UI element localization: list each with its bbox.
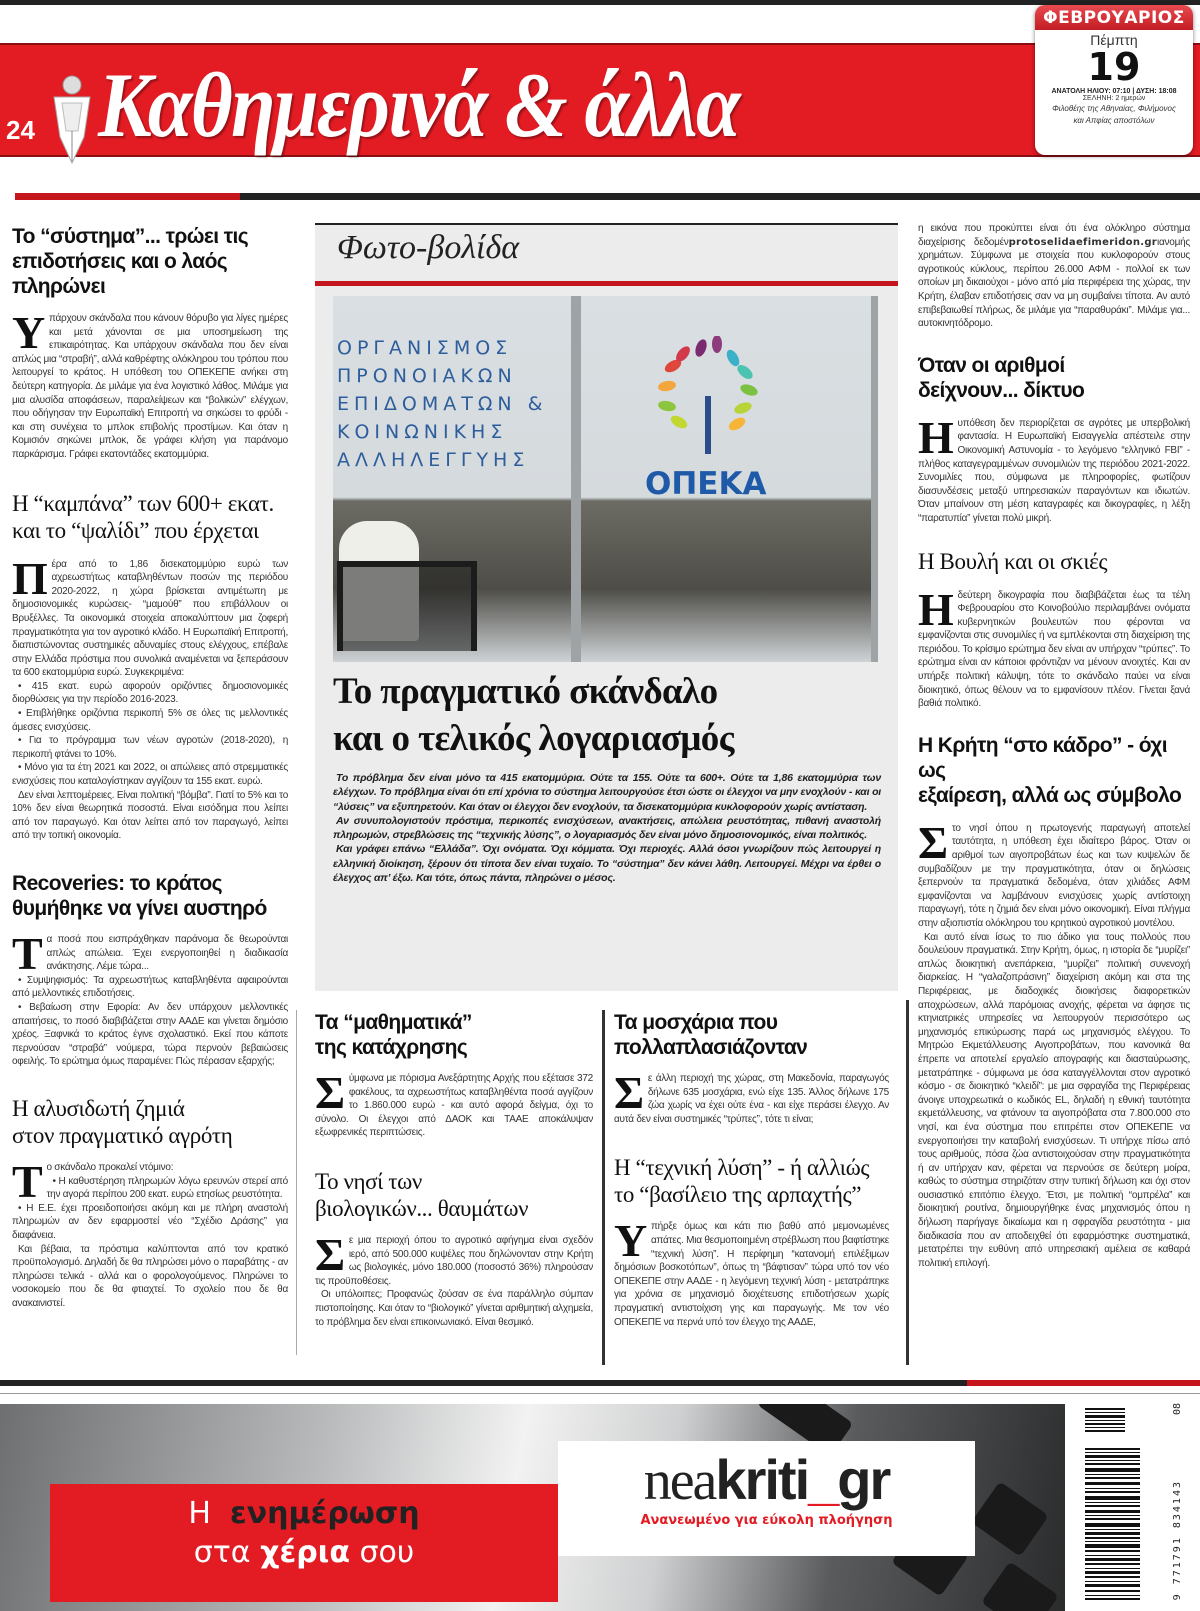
article bbox=[12, 490, 288, 843]
article-heading: Η “τεχνική λύση” - ή αλλιώς το “βασίλειο της αρπαχτής” bbox=[614, 1155, 870, 1208]
dropcap: Η bbox=[918, 411, 954, 463]
article-heading: Η Βουλή και οι σκιές bbox=[918, 548, 1108, 574]
column-divider bbox=[906, 1000, 909, 1365]
fountain-pen-icon bbox=[50, 75, 94, 165]
barcode-digits: 9 771791 834143 bbox=[1172, 1480, 1183, 1601]
article bbox=[12, 1095, 288, 1311]
article-body: Σ ε άλλη περιοχή της χώρας, στη Μακεδονία, παραγωγός δήλωνε 635 μοσχάρια, ενώ είχε 135. Άλλος δήλωνε 175 ζώα χωρίς να έχει ούτε ένα - και είχε περάσει έλεγχο. Αν αυτά δεν είναι συστημικές “τρύπες”, τότε τι είναι; bbox=[614, 1067, 889, 1125]
column-divider bbox=[602, 1010, 605, 1365]
article-body: Τ α ποσά που εισπράχθηκαν παράνομα δε θεωρούνται απλώς απώλεια. Έχει ενεργοποιηθεί η διαδικασία ανάκτησης. Λέμε τώρα... • Συμψηφισμός: Τα αχρεωστήτως καταβληθέντα αφαιρούνται από μελλοντικές επιδοτήσεις. • Βεβαίωση στην Εφορία: Αν δεν υπάρχουν μελλοντικές απαιτήσεις, το ποσό διαβιβάζεται στην ΑΑΔΕ και γίνεται δημόσιο χρέος. Ξαφνικά το κράτος έγινε σχολαστικό. Εκεί που κάποτε περνούσαν “στραβά” νούμερα, τώρα περνούν βεβαιώσεις οφειλής. Το ερώτημα όμως παραμένει: Πώς πέρασαν εξαρχής; bbox=[12, 928, 288, 1068]
continued-text: η εικόνα που προκύπτει είναι ότι ένα ολόκληρο σύστημα διαχείρισης δεδομένprotoselidaefimeridon.grιανομής χρημάτων. Σύμφωνα με στοιχεία που κυκλοφορούν στους αγροτικούς κύκλους, περίπου 26.000 ΑΦΜ - πολλοί εκ των οποίων μη δικαιούχοι - μόνο από μία περιφέρεια της χώρας, την Κρήτη, έλαβαν επιδοτήσεις σαν να μη συμβαίνει τίποτα. Αν αυτό επιβεβαιωθεί πλήρως, δε μιλάμε για “παραθυράκι”. Μιλάμε για... αυτοκινητόδρομο. bbox=[918, 223, 1190, 330]
dropcap: Π bbox=[12, 552, 48, 604]
calendar-month: ΦΕΒΡΟΥΑΡΙΟΣ bbox=[1035, 5, 1193, 30]
mid-right-column bbox=[614, 1010, 889, 1329]
feature-box bbox=[315, 223, 898, 991]
name-day-1: Φιλοθέης της Αθηναίας, Φιλήμονος bbox=[1052, 104, 1176, 113]
article-heading: Η Κρήτη “στο κάδρο” - όχι ως εξαίρεση, αλλά ως σύμβολο bbox=[918, 733, 1182, 807]
article bbox=[12, 224, 288, 462]
article-body: Σ το νησί όπου η πρωτογενής παραγωγή αποτελεί ταυτότητα, η υπόθεση έχει ιδιαίτερο βάρος. Όταν οι αριθμοί των αιγοπροβάτων έως και των κυψελών δε συμβαδίζουν με την πραγματικότητα, όταν οι δηλώσεις ξεπερνούν τα πραγματικά δεδομένα, όταν χιλιάδες ΑΦΜ εμφανίζονται να λαμβάνουν ενισχύσεις χωρίς αντίστοιχη παραγωγή, τότε η ζημιά δεν είναι μόνο οικονομική. Είναι πλήγμα στην αξιοπιστία ολόκληρου του κρητικού αγροτικού μοντέλου. Και αυτό είναι ίσως το πιο άδικο για τους πολλούς που δουλεύουν πραγματικά. Στην Κρήτη, όμως, η ιστορία δε “μυρίζει” απλώς διοικητική ανεπάρκεια, “μυρίζει” πολιτική συνενοχή διαρκείας. Η “γαλαζοπράσινη” διαχείριση ακόμη και στα της Περιφέρειας, με διαδοχικές διοικήσεις διαφορετικών αποχρώσεων, αλλά παρόμοιας ανοχής, φέρεται να άφησε τις κτηνιατρικές υπηρεσίες να λειτουργούν περισσότερο ως μηχανισμός επικύρωσης παρά ως μηχανισμός ελέγχου. Το Μητρώο Εκμετάλλευσης Αιγοπροβάτων, που κανονικά θα έπρεπε να αποτελεί εργαλείο απογραφής και διασταύρωσης, μετατράπηκε - σύμφωνα με όσα καταγγέλλονται στον αγροτικό κόσμο - σε διοικητικό “κλειδί”: με μια σφραγίδα της Περιφέρειας άνοιγε υποχρεωτικά ο κωδικός EL, δηλαδή η εθνική ταυτότητα εκμετάλλευσης, να φτάνουν τα αιγοπρόβατα στα 7.800.000 στο νησί, και ένα σύστημα που επιτρέπει στον ΟΠΕΚΕΠΕ να ενεργοποιήσει την καταβολή ενισχύσεων. Τι υπήρχε πίσω από τους αριθμούς, πόσα ζώα αντιστοιχούσαν στην πραγματικότητα ή αν υπήρχαν καν, φέρεται να περνούσε σε δεύτερη μοίρα, καθώς το σύστημα στηριζόταν στην τυπική δήλωση και όχι στον ουσιαστικό επιτόπιο έλεγχο. Έτσι, με πολιτική “ομπρέλα” και διοικητική ρουτίνα, δημιουργήθηκε ένας μηχανισμός όπου η δήλωση παρήγαγε δικαίωμα και η σφραγίδα ρευστότητα - μια διαδικασία που αν αποδειχθεί ότι εφαρμόστηκε συστηματικά, μετατρέπει την ευθύνη από υπηρεσιακή αμέλεια σε καθαρά πολιτική επιλογή. bbox=[918, 816, 1190, 1269]
article bbox=[12, 871, 288, 1069]
opeka-tree-logo-icon bbox=[653, 336, 763, 456]
section-divider bbox=[15, 193, 1200, 200]
article-body: Υ πάρχουν σκάνδαλα που κάνουν θόρυβο για λίγες ημέρες και μετά χάνονται σε μια υποσημείωση της επικαιρότητας. Και υπάρχουν σκάνδαλα που δεν είναι απλώς μια “στραβή”, αλλά καθρέφτης ολόκληρου του τρόπου που λειτουργεί το κράτος. Η υπόθεση του ΟΠΕΚΕΠΕ ανήκει στη δεύτερη κατηγορία. Δε μιλάμε για ένα λογιστικό λάθος. Μιλάμε για μια αλυσίδα αποφάσεων, παραλείψεων και “βολικών” ελέγχων, που οδήγησαν την Ευρωπαϊκή Επιτροπή να σηκώσει το φρύδι - και στη συνέχεια το μπλοκ επιβολής προστίμων. Και όταν η Κομισιόν σηκώνει μπλοκ, δε γράφει κλήση για παράνομο παρκάρισμα. Γράφει εκατοντάδες εκατομμύρια. bbox=[12, 307, 288, 460]
dropcap: Υ bbox=[12, 307, 45, 358]
dropcap: Υ bbox=[614, 1215, 647, 1267]
article-heading: Η “καμπάνα” των 600+ εκατ. και το “ψαλίδι” που έρχεται bbox=[12, 490, 274, 543]
article-heading: Τα μοσχάρια που πολλαπλασιάζονταν bbox=[614, 1011, 808, 1059]
sign-organization-name: ΟΡΓΑΝΙΣΜΟΣ ΠΡΟΝΟΙΑΚΩΝ ΕΠΙΔΟΜΑΤΩΝ & ΚΟΙΝΩΝΙΚΗΣ ΑΛΛΗΛΕΓΓΥΗΣ bbox=[337, 337, 548, 471]
brand-logo: neakriti_gr bbox=[643, 1448, 890, 1512]
dropcap: Σ bbox=[315, 1067, 345, 1118]
sunrise-sunset: ΑΝΑΤΟΛΗ ΗΛΙΟΥ: 07:10 | ΔΥΣΗ: 18:08 bbox=[1051, 88, 1177, 95]
window-frame bbox=[571, 296, 581, 662]
dropcap: Σ bbox=[614, 1067, 644, 1118]
dropcap: Τ bbox=[12, 928, 43, 979]
feature-headline: Το πραγματικό σκάνδαλο και ο τελικός λογαριασμός bbox=[333, 671, 734, 759]
article-body: Σ ε μια περιοχή όπου το αγροτικό αφήγημα είναι σχεδόν ιερό, από 500.000 κυψέλες που δηλώνονταν στην Κρήτη ως βιολογικές, μόνο 180.000 (ποσοστό 36%) πληρούσαν τις προϋποθέσεις. Οι υπόλοιπες; Προφανώς ζούσαν σε ένα παράλληλο σύμπαν πιστοποίησης. Και όταν το “βιολογικό” γίνεται αριθμητική αλχημεία, το πρόβλημα δεν είναι επικοινωνιακό. Είναι θεσμικό. bbox=[315, 1228, 593, 1328]
article bbox=[315, 1010, 593, 1140]
article bbox=[614, 1154, 889, 1329]
article-heading: Όταν οι αριθμοί δείχνουν... δίκτυο bbox=[918, 353, 1085, 402]
ad-tagline: Ανανεωμένο για εύκολη πλοήγηση bbox=[640, 1513, 893, 1528]
window-frame bbox=[871, 296, 878, 662]
keyboard-key bbox=[971, 1481, 1049, 1556]
article-body: Τ ο σκάνδαλο προκαλεί ντόμινο: • Η καθυστέρηση πληρωμών λόγω ερευνών στερεί από την αγορά περίπου 200 εκατ. ευρώ ετησίως ρευστότητα. • Η Ε.Ε. έχει προειδοποιήσει ακόμη και με πλήρη αναστολή πληρωμών αν δεν εφαρμοστεί νέο “Σχέδιο Δράσης” για διαφάνεια. Και βέβαια, τα πρόστιμα καλύπτονται από τον κρατικό προϋπολογισμό. Δηλαδή δε θα πληρώσει μόνο ο παραβάτης - αν πληρώσει τελικά - αλλά και ο φορολογούμενος. Πληρώνει το νοσοκομείο που δε θα φτιαχτεί. Το σχολείο που δε θα ανακαινιστεί. bbox=[12, 1155, 288, 1309]
bottom-divider bbox=[0, 1380, 1200, 1386]
watermark: protoselidaefimeridon.gr bbox=[1008, 236, 1158, 248]
article-body: Η δεύτερη δικογραφία που διαβιβάζεται έως τα τέλη Φεβρουαρίου στο Κοινοβούλιο περιλαμβάνει ονόματα κυβερνητικών βουλευτών που φέρονται να εμφανίζονται στις συνομιλίες ή να εμπλέκονται στη διαχείριση της περιόδου. Το κρίσιμο ερώτημα δεν είναι αν υπήρχαν “τρύπες”. Το ερώτημα είναι αν κάποιοι φρόντιζαν να μένουν ανοιχτές. Και αν υπήρξε πολιτική κάλυψη, τότε το σκάνδαλο παύει να είναι διοικητικό, όπως θέλουν να το εμφανίσουν πλέον. Γίνεται ξανά βαθιά πολιτικό. bbox=[918, 583, 1190, 710]
mid-left-column bbox=[315, 1010, 593, 1329]
article-heading: Τα “μαθηματικά” της κατάχρησης bbox=[315, 1011, 472, 1059]
right-column bbox=[918, 222, 1190, 1270]
dropcap: Σ bbox=[315, 1228, 345, 1280]
article bbox=[315, 1168, 593, 1329]
left-column bbox=[12, 224, 288, 1310]
article bbox=[918, 548, 1190, 711]
article-body: Π έρα από το 1,86 δισεκατομμύριο ευρώ των αχρεωστήτως καταβληθέντων ποσών της περιόδου 2020-2022, η χώρα βρίσκεται αντιμέτωπη με δημοσιονομικές κυρώσεις- “μαμούθ” που επιβάλλουν οι Βρυξέλλες. Τα οικονομικά στοιχεία αποκαλύπτουν μια ζοφερή πραγματικότητα για τον αγροτικό κλάδο. Η Ευρωπαϊκή Επιτροπή, διαπιστώνοντας συστημικές αδυναμίες στους ελέγχους, επέβαλε στην Ελλάδα πρόστιμα που συνολικά αναμένεται να ξεπεράσουν τα 600 εκατομμύρια ευρώ. Συγκεκριμένα: • 415 εκατ. ευρώ αφορούν οριζόντιες δημοσιονομικές διορθώσεις για την περίοδο 2016-2023. • Επιβλήθηκε οριζόντια περικοπή 5% σε όλες τις μελλοντικές άμεσες ενισχύσεις. • Για το πρόγραμμα των νέων αγροτών (2018-2020), η περικοπή φτάνει το 10%. • Μόνο για τα έτη 2021 και 2022, οι απώλειες από στρεμματικές ενισχύσεις που καταλογίστηκαν αγγίζουν τα 155 εκατ. ευρώ. Δεν είναι λεπτομέρειες. Είναι πολιτική “βόμβα”. Γιατί το 5% και το 10% δεν είναι θεωρητικά ποσοστά. Είναι εισόδημα που λείπει από τον παραγωγό. Και όταν λείπει από τον παραγωγό, λείπει από την τοπική οικονομία. bbox=[12, 552, 288, 842]
article-body: Σ ύμφωνα με πόρισμα Ανεξάρτητης Αρχής που εξέτασε 372 φακέλους, τα αχρεωστήτως καταβληθέντα ποσά αγγίζουν το 1.860.000 ευρώ - και αυτό αφορά δείγμα, όχι το σύνολο. Οι έλεγχοι από ΔΑΟΚ και ΤΑΑΕ αποκάλυψαν εξωφρενικές περιπτώσεις. bbox=[315, 1067, 593, 1139]
article bbox=[918, 353, 1190, 526]
top-border bbox=[0, 0, 1200, 5]
article-heading: Το “σύστημα”... τρώει τις επιδοτήσεις και ο λαός πληρώνει bbox=[12, 225, 249, 298]
name-day-2: και Απφίας αποστόλων bbox=[1073, 116, 1155, 125]
dropcap: Η bbox=[918, 583, 954, 635]
chair bbox=[337, 561, 477, 651]
feature-red-rule bbox=[315, 281, 898, 286]
neakriti-advertisement[interactable] bbox=[0, 1404, 1065, 1611]
article-body: Υ πήρξε όμως και κάτι πιο βαθύ από μεμονωμένες απάτες. Μια θεσμοποιημένη στρέβλωση που βαφτίστηκε “τεχνική λύση”. Η περίφημη “κατανομή επιλέξιμων δημόσιων βοσκοτόπων”, όπως τη “βάφτισαν” τώρα υπό τον νέο ΟΠΕΚΕΠΕ στην ΑΑΔΕ - η λεγόμενη τεχνική λύση - μετατράπηκε για χρόνια σε μηχανισμό διοχέτευσης επιδοτήσεων χωρίς πραγματική αντιστοίχιση γης και παραγωγής. Με τον νέο ΟΠΕΚΕΠΕ να περνά υπό τον έλεγχο της ΑΑΔΕ, bbox=[614, 1215, 889, 1328]
thin-divider bbox=[0, 1393, 1200, 1394]
feature-photo bbox=[333, 296, 878, 662]
dropcap: Σ bbox=[918, 816, 948, 868]
barcode-issue-number: 08 bbox=[1172, 1403, 1183, 1416]
column-divider bbox=[296, 1010, 297, 1355]
article bbox=[614, 1010, 889, 1126]
article bbox=[918, 733, 1190, 1271]
keyboard-key bbox=[981, 1561, 1059, 1611]
ad-brand-box bbox=[558, 1441, 975, 1556]
page-number: 24 bbox=[6, 115, 35, 145]
ad-slogan-box: Η ενημέρωση στα χέρια σου bbox=[50, 1484, 558, 1602]
article-heading: Η αλυσιδωτή ζημιά στον πραγματικό αγρότη bbox=[12, 1095, 233, 1148]
section-title: Καθημερινά & άλλα bbox=[98, 54, 739, 156]
calendar-day: 19 bbox=[1087, 45, 1141, 89]
dropcap: Τ bbox=[12, 1155, 43, 1207]
article-heading: Recoveries: το κράτος θυμήθηκε να γίνει αυστηρό bbox=[12, 872, 267, 920]
article-body: Η υπόθεση δεν περιορίζεται σε αγρότες με υπερβολική φαντασία. Η Ευρωπαϊκή Εισαγγελία απέστειλε στην Οικονομική Αστυνομία - το λεγόμενο “ελληνικό FBI” - πλήθος καταγεγραμμένων συνομιλιών της περιόδου 2021-2022. Συνομιλίες που, σύμφωνα με πληροφορίες, φωτίζουν διασυνδέσεις μεταξύ υπηρεσιακών παραγόντων και ιδιωτών. Όταν μπαίνουν στη μέση καταγραφές και δικογραφίες, η λέξη “παρατυπία” γίνεται πολύ μικρή. bbox=[918, 411, 1190, 524]
moon-phase: ΣΕΛΗΝΗ: 2 ημερών bbox=[1082, 95, 1146, 102]
date-calendar bbox=[1035, 5, 1193, 155]
opeka-logo-text: ΟΠΕΚΑ bbox=[645, 466, 767, 502]
feature-label: Φωτο-βολίδα bbox=[337, 229, 520, 266]
article-heading: Το νησί των βιολογικών... θαυμάτων bbox=[315, 1168, 529, 1221]
feature-lead: Το πρόβλημα δεν είναι μόνο τα 415 εκατομμύρια. Ούτε τα 155. Ούτε τα 600+. Ούτε τα 1,86 εκατομμύρια των ελέγχων. Το πρόβλημα είναι ότι επί χρόνια το σύστημα λειτουργούσε έτσι ώστε οι έλεγχοι να μην ενοχλούν - και οι “λύσεις” να εξυπηρετούν. Και όταν οι έλεγχοι δεν ενοχλούν, τα δισεκατομμύρια κυκλοφορούν χωρίς αντίσταση. Αν συνυπολογιστούν πρόστιμα, περικοπές ενισχύσεων, ανακτήσεις, απώλεια ρευστότητας, πιθανή αναστολή πληρωμών, στρεβλώσεις της “τεχνικής λύσης”, ο λογαριασμός δεν είναι μόνο δημοσιονομικός, είναι πολιτικός. Και γράφει επάνω “Ελλάδα”. Όχι ονόματα. Όχι κόμματα. Όχι περιοχές. Αλλά όσοι γνωρίζουν πώς λειτουργεί η ελληνική διοίκηση, ξέρουν ότι τίποτα δεν είναι τυχαίο. Το “σύστημα” δεν κάνει λάθη. Λειτουργεί. Μέχρι να έρθει ο έλεγχος απ’ έξω. Και τότε, όπως πάντα, πληρώνει ο μέσος. bbox=[333, 772, 881, 885]
calendar-weekday: Πέμπτη bbox=[1090, 32, 1138, 48]
